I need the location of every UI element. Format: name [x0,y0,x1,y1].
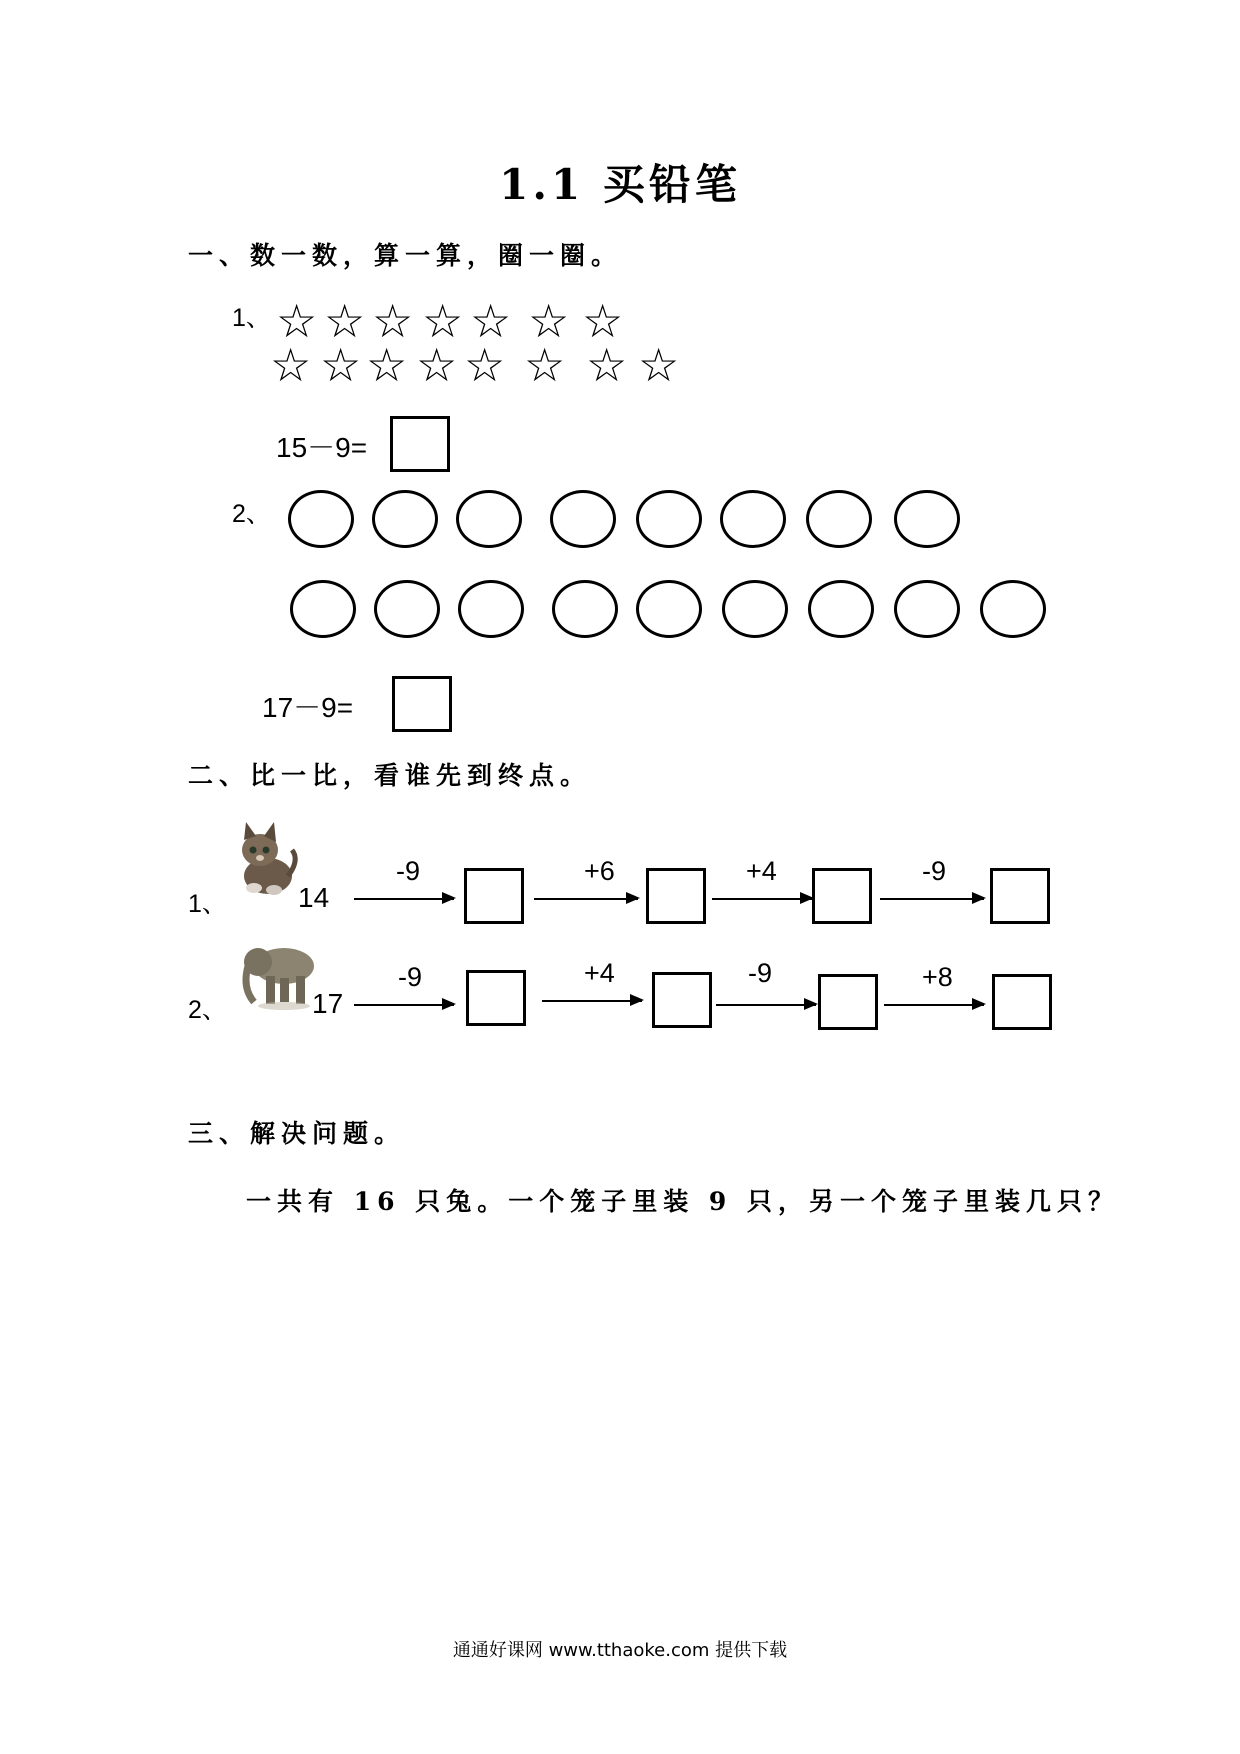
star-icon[interactable]: ☆ [582,294,624,348]
circle-icon[interactable] [456,490,522,548]
star-icon[interactable]: ☆ [524,338,566,392]
circle-icon[interactable] [806,490,872,548]
race-row-1-label: 1、 [188,890,227,918]
circle-icon[interactable] [550,490,616,548]
page-title: 1.1 买铅笔 [499,160,741,209]
circle-icon[interactable] [808,580,874,638]
arrow-icon [354,898,454,900]
q2-label: 2、 [232,500,271,528]
race-row-2-box-2[interactable] [652,972,712,1028]
arrow-icon [716,1004,816,1006]
star-icon[interactable]: ☆ [324,294,366,348]
race-row-2-op-2: +4 [584,958,615,988]
race-row-2-box-4[interactable] [992,974,1052,1030]
race-row-1-start: 14 [298,882,330,913]
star-icon[interactable]: ☆ [422,294,464,348]
circle-icon[interactable] [458,580,524,638]
circle-icon[interactable] [894,490,960,548]
star-icon[interactable]: ☆ [366,338,408,392]
circle-icon[interactable] [372,490,438,548]
star-icon[interactable]: ☆ [276,294,318,348]
star-icon[interactable]: ☆ [464,338,506,392]
elephant-icon [240,942,318,1012]
answer-box-2[interactable] [392,676,452,732]
circle-icon[interactable] [374,580,440,638]
circle-icon[interactable] [636,580,702,638]
answer-box-1[interactable] [390,416,450,472]
race-row-1-op-2: +6 [584,856,615,886]
star-icon[interactable]: ☆ [470,294,512,348]
circle-icon[interactable] [980,580,1046,638]
race-row-1-box-1[interactable] [464,868,524,924]
arrow-icon [534,898,638,900]
section3-heading: 三、解决问题。 [188,1119,406,1148]
q1-label: 1、 [232,304,271,332]
section1-heading: 一、数一数，算一算，圈一圈。 [188,241,623,270]
star-icon[interactable]: ☆ [528,294,570,348]
circle-icon[interactable] [288,490,354,548]
circle-icon[interactable] [722,580,788,638]
arrow-icon [884,1004,984,1006]
race-row-2-op-4: +8 [922,962,953,992]
race-row-2-box-1[interactable] [466,970,526,1026]
race-row-1-op-1: -9 [396,856,421,886]
equation-1: 15－9= [276,432,368,463]
equation-2: 17－9= [262,692,354,723]
star-icon[interactable]: ☆ [638,338,680,392]
race-row-1-op-4: -9 [922,856,947,886]
race-row-1-box-4[interactable] [990,868,1050,924]
arrow-icon [880,898,984,900]
arrow-icon [354,1004,454,1006]
star-icon[interactable]: ☆ [586,338,628,392]
footer-credit: 通通好课网 www.tthaoke.com 提供下载 [452,1640,788,1661]
circle-row-1 [288,490,988,554]
circle-icon[interactable] [636,490,702,548]
star-row-2 [270,338,890,392]
race-row-2-op-3: -9 [748,958,773,988]
circle-icon[interactable] [552,580,618,638]
race-row-1-box-2[interactable] [646,868,706,924]
race-row-2-box-3[interactable] [818,974,878,1030]
word-problem: 一共有 16 只兔。一个笼子里装 9 只，另一个笼子里装几只？ [246,1187,1120,1216]
star-icon[interactable]: ☆ [320,338,362,392]
race-row-1-box-3[interactable] [812,868,872,924]
race-row-1-op-3: +4 [746,856,777,886]
circle-row-2 [290,580,1070,644]
star-icon[interactable]: ☆ [270,338,312,392]
race-row-2-start: 17 [312,988,344,1019]
circle-icon[interactable] [720,490,786,548]
race-row-2-label: 2、 [188,996,227,1024]
circle-icon[interactable] [894,580,960,638]
arrow-icon [542,1000,642,1002]
star-icon[interactable]: ☆ [416,338,458,392]
star-icon[interactable]: ☆ [372,294,414,348]
kitten-icon [230,820,300,898]
circle-icon[interactable] [290,580,356,638]
arrow-icon [712,898,812,900]
race-row-2-op-1: -9 [398,962,423,992]
section2-heading: 二、比一比，看谁先到终点。 [188,761,592,790]
